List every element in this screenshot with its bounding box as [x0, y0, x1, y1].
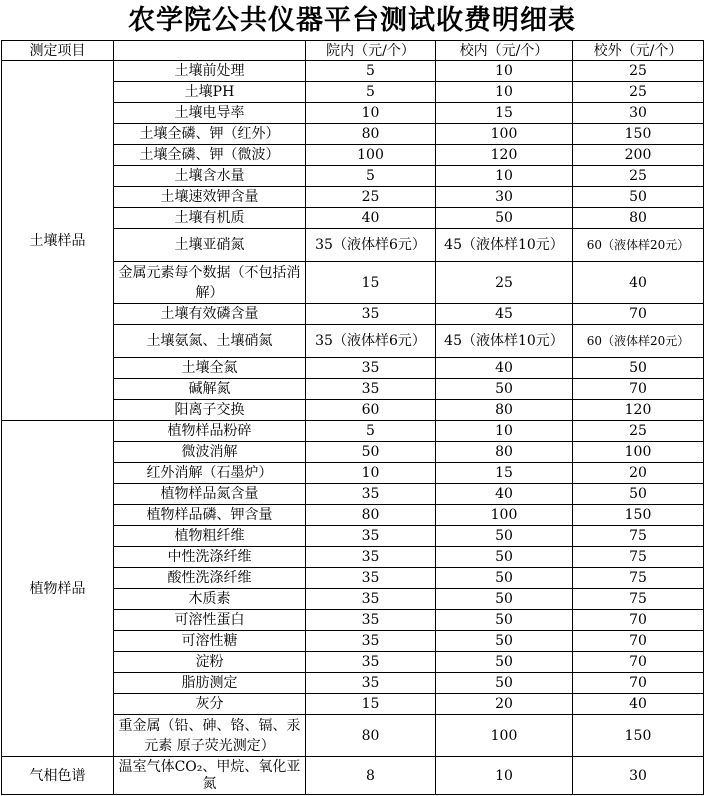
price-in-college: 25: [306, 187, 436, 208]
price-in-college: 5: [306, 82, 436, 103]
price-in-college: 35: [306, 304, 436, 325]
price-in-college: 35: [306, 379, 436, 400]
price-external: 50: [573, 484, 704, 505]
item-cell: 淀粉: [114, 652, 306, 673]
table-row: [2, 757, 704, 795]
price-in-school: 50: [436, 652, 573, 673]
item-cell: 重金属（铅、砷、铬、镉、汞元素 原子荧光测定）: [114, 715, 306, 757]
price-in-college: 35: [306, 610, 436, 631]
price-in-school: 50: [436, 610, 573, 631]
price-external: 25: [573, 166, 704, 187]
price-in-college: 60: [306, 400, 436, 421]
price-in-college: 35: [306, 526, 436, 547]
price-in-school: 45（液体样10元）: [436, 229, 573, 262]
item-cell: 碱解氮: [114, 379, 306, 400]
price-in-college: 5: [306, 166, 436, 187]
price-in-college: 100: [306, 145, 436, 166]
header-cell: 测定项目: [2, 41, 114, 61]
price-in-school: 30: [436, 187, 573, 208]
price-in-college: 35: [306, 358, 436, 379]
price-in-school: 40: [436, 358, 573, 379]
price-in-college: 35: [306, 484, 436, 505]
item-cell: 土壤电导率: [114, 103, 306, 124]
price-in-college: 80: [306, 124, 436, 145]
price-in-college: 35: [306, 652, 436, 673]
item-cell: 土壤全氮: [114, 358, 306, 379]
price-external: 75: [573, 589, 704, 610]
price-external: 70: [573, 610, 704, 631]
price-in-college: 10: [306, 103, 436, 124]
price-external: 40: [573, 694, 704, 715]
price-external: 70: [573, 673, 704, 694]
price-in-school: 100: [436, 505, 573, 526]
table-row: [2, 61, 704, 82]
price-in-school: 10: [436, 757, 573, 795]
price-external: 120: [573, 400, 704, 421]
item-cell: 土壤有效磷含量: [114, 304, 306, 325]
price-in-college: 80: [306, 715, 436, 757]
price-in-school: 50: [436, 589, 573, 610]
group-label: 植物样品: [2, 421, 114, 757]
price-external: 70: [573, 652, 704, 673]
item-cell: 土壤含水量: [114, 166, 306, 187]
item-cell: 木质素: [114, 589, 306, 610]
price-in-college: 15: [306, 694, 436, 715]
price-in-school: 20: [436, 694, 573, 715]
price-in-school: 120: [436, 145, 573, 166]
header-cell: [114, 41, 306, 61]
price-in-school: 10: [436, 82, 573, 103]
price-in-school: 50: [436, 547, 573, 568]
item-cell: 植物样品氮含量: [114, 484, 306, 505]
header-cell: 校内（元/个）: [436, 41, 573, 61]
item-cell: 土壤全磷、钾（红外）: [114, 124, 306, 145]
page-title: 农学院公共仪器平台测试收费明细表: [128, 5, 576, 36]
header-row: [2, 41, 704, 61]
price-external: 25: [573, 61, 704, 82]
price-in-college: 50: [306, 442, 436, 463]
price-in-school: 10: [436, 166, 573, 187]
item-cell: 温室气体CO₂、甲烷、氧化亚氮: [114, 757, 306, 795]
item-cell: 酸性洗涤纤维: [114, 568, 306, 589]
price-in-college: 35: [306, 589, 436, 610]
price-in-school: 45: [436, 304, 573, 325]
price-in-college: 15: [306, 262, 436, 304]
price-in-school: 80: [436, 442, 573, 463]
item-cell: 土壤氨氮、土壤硝氮: [114, 325, 306, 358]
item-cell: 植物粗纤维: [114, 526, 306, 547]
item-cell: 土壤亚硝氮: [114, 229, 306, 262]
item-cell: 微波消解: [114, 442, 306, 463]
price-in-school: 15: [436, 103, 573, 124]
item-cell: 土壤PH: [114, 82, 306, 103]
price-in-college: 10: [306, 463, 436, 484]
item-cell: 红外消解（石墨炉）: [114, 463, 306, 484]
price-in-college: 80: [306, 505, 436, 526]
item-cell: 植物样品磷、钾含量: [114, 505, 306, 526]
price-in-school: 50: [436, 526, 573, 547]
price-external: 100: [573, 442, 704, 463]
price-in-school: 10: [436, 61, 573, 82]
price-external: 60（液体样20元）: [573, 229, 704, 262]
item-cell: 可溶性蛋白: [114, 610, 306, 631]
item-cell: 土壤前处理: [114, 61, 306, 82]
price-in-school: 15: [436, 463, 573, 484]
item-cell: 土壤速效钾含量: [114, 187, 306, 208]
item-cell: 土壤全磷、钾（微波）: [114, 145, 306, 166]
item-cell: 植物样品粉碎: [114, 421, 306, 442]
price-external: 70: [573, 304, 704, 325]
price-in-college: 40: [306, 208, 436, 229]
price-external: 150: [573, 505, 704, 526]
price-in-college: 35: [306, 547, 436, 568]
price-in-school: 45（液体样10元）: [436, 325, 573, 358]
table-row: [2, 421, 704, 442]
price-external: 40: [573, 262, 704, 304]
price-external: 75: [573, 526, 704, 547]
item-cell: 脂肪测定: [114, 673, 306, 694]
price-in-school: 100: [436, 715, 573, 757]
price-external: 30: [573, 757, 704, 795]
price-external: 30: [573, 103, 704, 124]
price-in-college: 35（液体样6元）: [306, 229, 436, 262]
price-in-school: 50: [436, 379, 573, 400]
price-in-college: 35: [306, 568, 436, 589]
price-external: 25: [573, 421, 704, 442]
price-in-college: 35（液体样6元）: [306, 325, 436, 358]
price-in-school: 25: [436, 262, 573, 304]
price-external: 75: [573, 568, 704, 589]
price-in-school: 100: [436, 124, 573, 145]
price-in-college: 35: [306, 631, 436, 652]
price-external: 60（液体样20元）: [573, 325, 704, 358]
price-external: 70: [573, 631, 704, 652]
item-cell: 中性洗涤纤维: [114, 547, 306, 568]
item-cell: 金属元素每个数据（不包括消解）: [114, 262, 306, 304]
group-label: 气相色谱: [2, 757, 114, 795]
price-external: 200: [573, 145, 704, 166]
price-external: 150: [573, 124, 704, 145]
group-label: 土壤样品: [2, 61, 114, 421]
price-in-college: 8: [306, 757, 436, 795]
item-cell: 阳离子交换: [114, 400, 306, 421]
price-in-school: 50: [436, 631, 573, 652]
price-external: 150: [573, 715, 704, 757]
price-in-college: 5: [306, 61, 436, 82]
price-in-school: 40: [436, 484, 573, 505]
header-cell: 校外（元/个）: [573, 41, 704, 61]
price-external: 20: [573, 463, 704, 484]
item-cell: 灰分: [114, 694, 306, 715]
price-in-school: 50: [436, 673, 573, 694]
price-in-school: 50: [436, 568, 573, 589]
item-cell: 可溶性糖: [114, 631, 306, 652]
fee-table: [1, 40, 704, 795]
item-cell: 土壤有机质: [114, 208, 306, 229]
price-in-college: 35: [306, 673, 436, 694]
price-in-school: 10: [436, 421, 573, 442]
price-in-college: 5: [306, 421, 436, 442]
price-external: 25: [573, 82, 704, 103]
price-external: 50: [573, 187, 704, 208]
price-external: 80: [573, 208, 704, 229]
price-in-school: 80: [436, 400, 573, 421]
header-cell: 院内（元/个）: [306, 41, 436, 61]
price-in-school: 50: [436, 208, 573, 229]
price-external: 70: [573, 379, 704, 400]
price-external: 50: [573, 358, 704, 379]
price-external: 75: [573, 547, 704, 568]
